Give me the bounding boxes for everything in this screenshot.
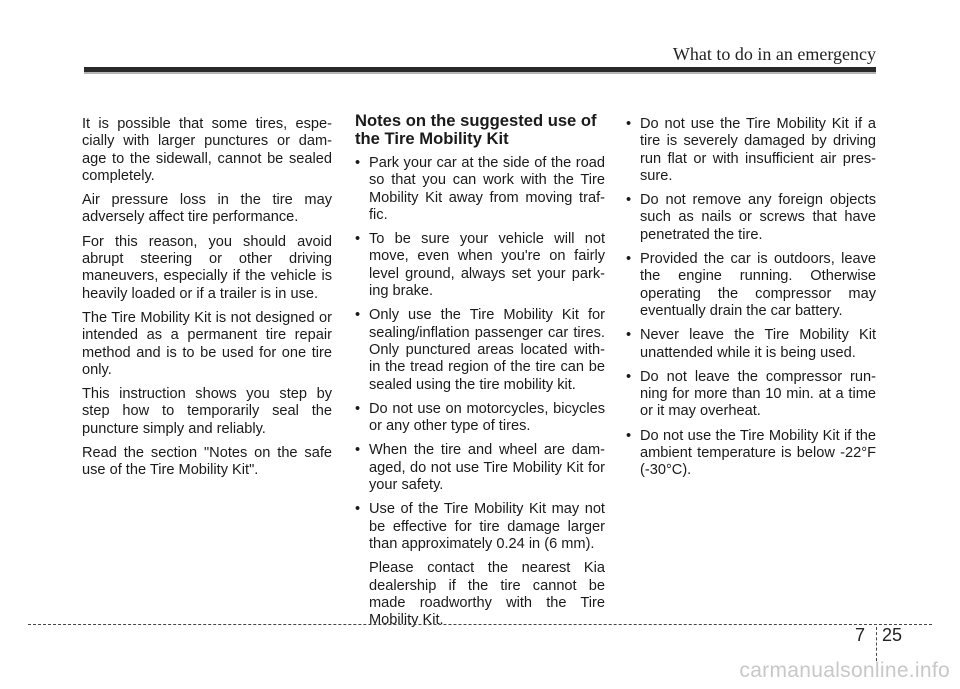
list-item xyxy=(355,155,605,224)
bullet-icon: • xyxy=(355,155,361,171)
chapter-number: 7 xyxy=(855,625,866,645)
bullet-list xyxy=(626,116,876,480)
section-title: What to do in an emergency xyxy=(672,44,876,64)
list-item xyxy=(355,442,605,494)
list-item-text: Do not leave the compressor run-ning for more than 10 min. at a time or it may overheat. xyxy=(640,368,876,420)
bullet-list xyxy=(355,155,605,629)
bullet-icon: • xyxy=(626,327,632,344)
list-item-text: When the tire and wheel are dam-aged, do not use Tire Mobility Kit for your safety. xyxy=(369,442,605,494)
section-heading: Notes on the suggested use of the Tire Mobility Kit xyxy=(355,111,597,148)
watermark: carmanualsonline.info xyxy=(739,659,950,682)
paragraph: Read the section "Notes on the safe use of the Tire Mobility Kit". xyxy=(82,445,332,479)
list-item-text: Do not use the Tire Mobility Kit if a tire is severely damaged by driving run flat or with insufficient air pres-sure. xyxy=(640,116,876,184)
page-number-divider xyxy=(876,627,877,661)
list-item-followup: Please contact the nearest Kia dealership if the tire cannot be made roadworthy with the Tire Mobility Kit. xyxy=(369,560,605,629)
list-item-text: Park your car at the side of the road so that you can work with the Tire Mobility Kit away from moving traf-fic. xyxy=(369,155,605,223)
list-item xyxy=(626,369,876,421)
bullet-icon: • xyxy=(355,231,361,248)
column-1 xyxy=(82,116,332,487)
bullet-icon: • xyxy=(355,400,361,417)
paragraph: For this reason, you should avoid abrupt steering or other driving maneuvers, especially if the vehicle is heavily loaded or if a trailer is in use. xyxy=(82,233,332,302)
paragraph: It is possible that some tires, espe-cially with larger punctures or dam-age to the sidewall, cannot be sealed completely. xyxy=(82,116,332,184)
list-item-text: Do not use on motorcycles, bicycles or any other type of tires. xyxy=(369,400,605,435)
bullet-icon: • xyxy=(626,251,632,268)
list-item-text: Do not use the Tire Mobility Kit if the ambient temperature is below -22°F (-30°C). xyxy=(640,427,876,479)
bullet-icon: • xyxy=(626,192,632,209)
list-item-text: Use of the Tire Mobility Kit may not be effective for tire damage larger than approximately 0.24 in (6 mm). xyxy=(369,501,605,552)
header-rule-shadow xyxy=(84,72,876,74)
list-item-text: Never leave the Tire Mobility Kit unattended while it is being used. xyxy=(640,327,876,361)
bullet-icon: • xyxy=(626,368,632,385)
bullet-icon: • xyxy=(355,442,361,459)
bullet-icon: • xyxy=(355,307,361,324)
list-item-text: Only use the Tire Mobility Kit for sealing/inflation passenger car tires. Only punctured areas located with-in the tread region of the tire can be sealed using the tire mobility kit. xyxy=(369,307,605,393)
column-2 xyxy=(355,112,605,636)
page-number: 25 xyxy=(882,625,903,645)
paragraph: Air pressure loss in the tire may adversely affect tire performance. xyxy=(82,192,332,226)
list-item xyxy=(626,327,876,362)
list-item xyxy=(355,501,605,629)
bullet-icon: • xyxy=(626,116,632,132)
column-3 xyxy=(626,116,876,487)
list-item-text: To be sure your vehicle will not move, even when you're on fairly level ground, always set your park-ing brake. xyxy=(369,231,605,300)
paragraph: The Tire Mobility Kit is not designed or intended as a permanent tire repair method and is to be used for one tire only. xyxy=(82,309,332,378)
list-item xyxy=(626,251,876,320)
list-item xyxy=(626,192,876,244)
list-item xyxy=(626,116,876,185)
bullet-icon: • xyxy=(355,501,361,518)
bullet-icon: • xyxy=(626,427,632,444)
paragraph: This instruction shows you step by step how to temporarily seal the puncture simply and reliably. xyxy=(82,386,332,437)
list-item xyxy=(355,307,605,393)
list-item xyxy=(626,428,876,480)
footer-rule xyxy=(28,624,932,625)
list-item-text: Provided the car is outdoors, leave the engine running. Otherwise operating the compressor may eventually drain the car battery. xyxy=(640,251,876,319)
list-item xyxy=(355,231,605,300)
list-item-text: Do not remove any foreign objects such as nails or screws that have penetrated the tire. xyxy=(640,192,876,243)
list-item xyxy=(355,401,605,436)
